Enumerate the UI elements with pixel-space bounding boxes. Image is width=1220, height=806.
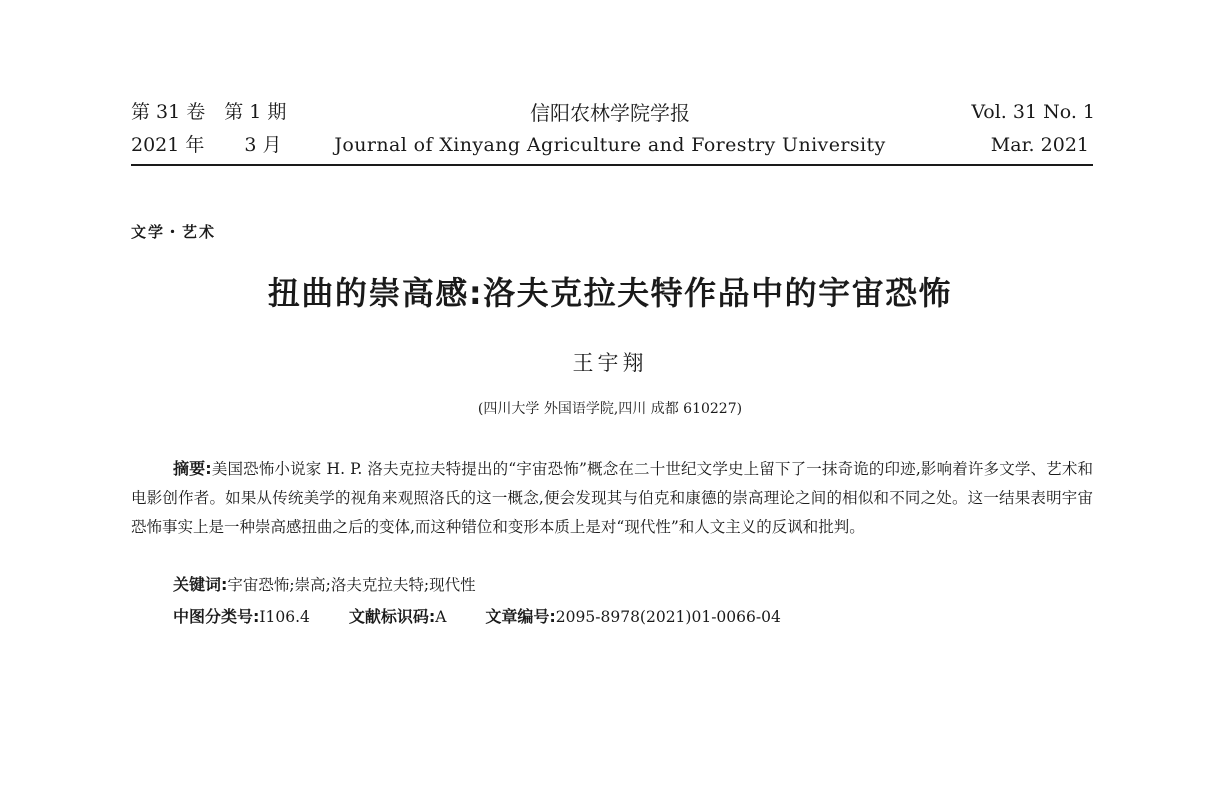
- abstract-label: 摘要:: [173, 459, 212, 478]
- publication-month: 3 月: [244, 134, 282, 156]
- document-code: [349, 604, 447, 627]
- column-label: 文学・艺术: [131, 223, 217, 241]
- author-name: 王宇翔: [572, 351, 648, 375]
- article-title: 扭曲的崇高感:洛夫克拉夫特作品中的宇宙恐怖: [267, 274, 953, 312]
- document-code-label: 文献标识码:: [348, 607, 436, 626]
- abstract: [131, 454, 1093, 542]
- clc-value: I106.4: [259, 608, 310, 626]
- keywords-text: 宇宙恐怖;崇高;洛夫克拉夫特;现代性: [227, 576, 476, 594]
- volume-number-en: Vol. 31 No. 1: [971, 101, 1095, 123]
- article-number: [485, 604, 780, 627]
- clc-number: [173, 604, 310, 627]
- publication-date-en: Mar. 2021: [990, 134, 1089, 156]
- article-number-label: 文章编号:: [485, 607, 556, 626]
- abstract-text: 美国恐怖小说家 H. P. 洛夫克拉夫特提出的“宇宙恐怖”概念在二十世纪文学史上留下了一抹奇诡的印迹,影响着许多文学、艺术和电影创作者。如果从传统美学的视角来观照洛氏的这一概念,便会发现其与伯克和康德的崇高理论之间的相似和不同之处。这一结果表明宇宙恐怖事实上是一种崇高感扭曲之后的变体,而这种错位和变形本质上是对“现代性”和人文主义的反讽和批判。: [131, 460, 1093, 536]
- author-affiliation: (四川大学 外国语学院,四川 成都 610227): [477, 401, 743, 417]
- volume-issue: 第 31 卷 第 1 期: [131, 101, 287, 123]
- document-code-value: A: [435, 608, 447, 626]
- journal-name-cn: 信阳农林学院学报: [530, 101, 690, 125]
- header-rule: [131, 164, 1093, 166]
- keywords-label: 关键词:: [173, 575, 228, 594]
- clc-label: 中图分类号:: [173, 607, 260, 626]
- keywords: [173, 572, 476, 595]
- journal-name-en: Journal of Xinyang Agriculture and Forestry University: [334, 134, 886, 156]
- article-number-value: 2095-8978(2021)01-0066-04: [555, 608, 781, 626]
- classification-row: [173, 604, 781, 627]
- publication-year: 2021 年: [131, 134, 205, 156]
